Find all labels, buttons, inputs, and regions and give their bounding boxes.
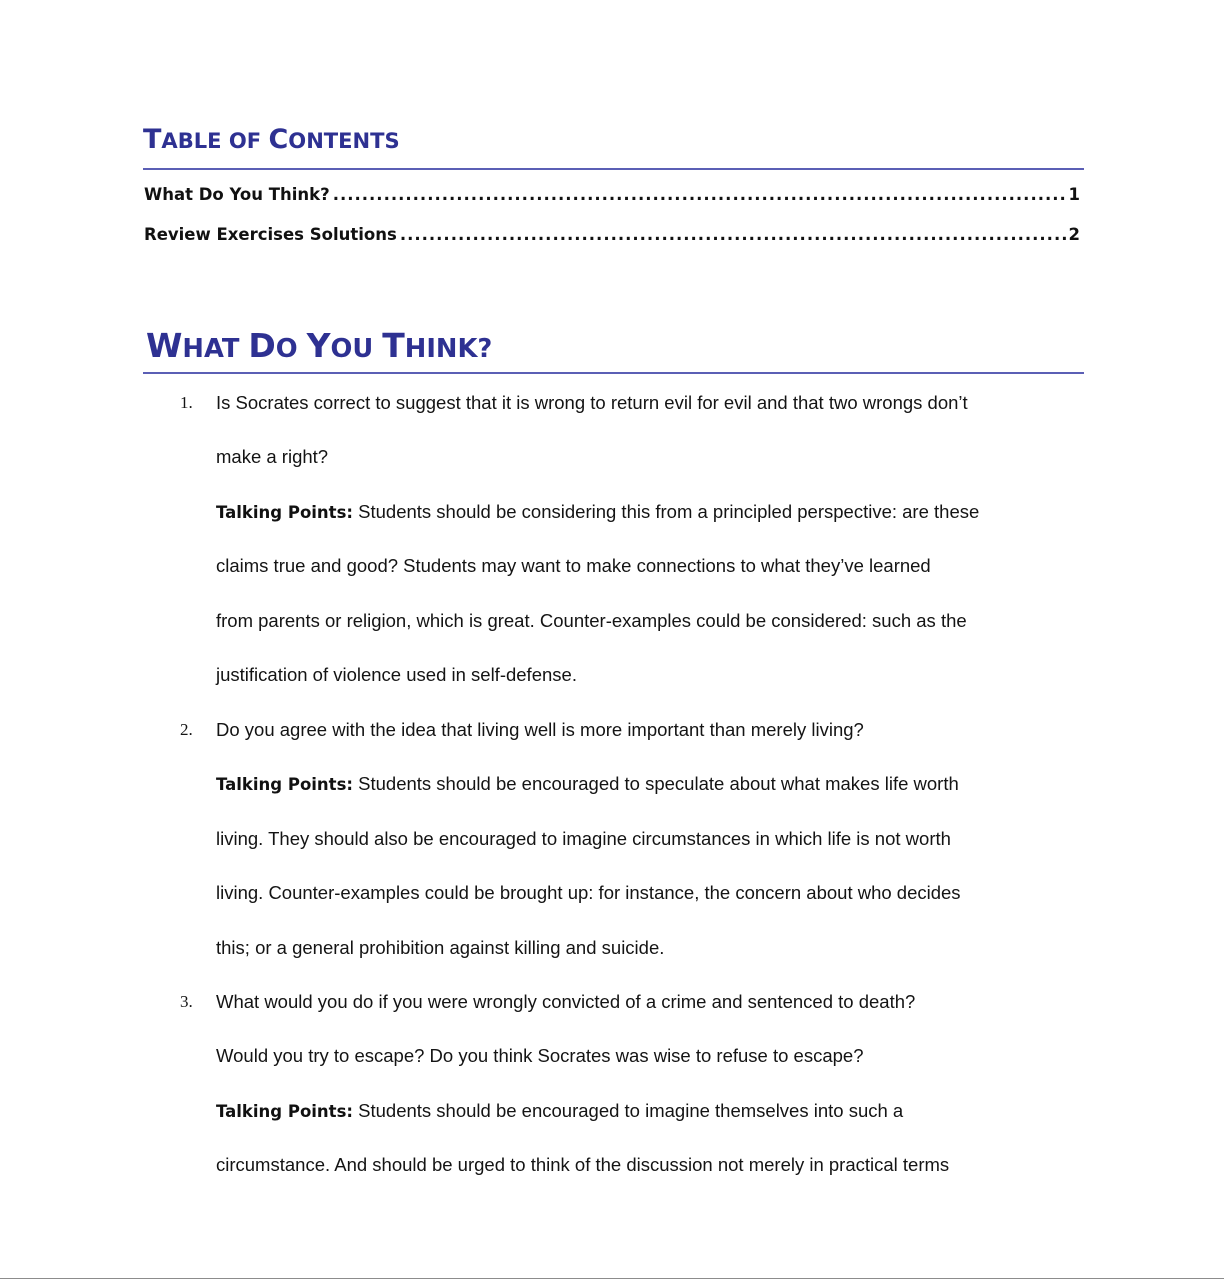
toc-heading-initial: T [143, 124, 162, 155]
toc-entry-label: What Do You Think? [144, 185, 330, 204]
section-heading [146, 326, 492, 365]
toc-entry-what-do-you-think[interactable] [144, 185, 1080, 204]
talking-points-label: Talking Points: [216, 1102, 353, 1121]
talking-points-text: justification of violence used in self-defense. [216, 664, 577, 685]
toc-heading-initial: C [268, 124, 289, 155]
section-heading-part: HINK? [404, 334, 493, 364]
page-bottom-edge [0, 1278, 1224, 1279]
question-text: Do you agree with the idea that living well is more important than merely living? [216, 719, 864, 740]
question-text: Would you try to escape? Do you think Socrates was wise to refuse to escape? [216, 1045, 864, 1066]
talking-points-line [216, 772, 1084, 797]
section-heading-part: O [275, 334, 307, 364]
section-heading-part: Y [306, 326, 331, 365]
talking-points-text: from parents or religion, which is great. Counter-examples could be considered: such as the [216, 610, 967, 631]
question-text: Is Socrates correct to suggest that it is wrong to return evil for evil and that two wrongs don’t [216, 392, 968, 413]
talking-points-text: Students should be encouraged to imagine themselves into such a [353, 1100, 904, 1121]
list-number: 1. [180, 393, 193, 412]
toc-entry-page-number: 2 [1068, 225, 1080, 244]
toc-heading [143, 124, 400, 155]
toc-entry-review-exercises-solutions[interactable] [144, 225, 1080, 244]
section-divider [143, 372, 1084, 374]
section-heading-part: W [146, 326, 183, 365]
toc-entry-label: Review Exercises Solutions [144, 225, 397, 244]
section-heading-part: HAT [182, 334, 249, 364]
toc-heading-part: ABLE OF [161, 128, 269, 153]
talking-points-text: living. Counter-examples could be brought up: for instance, the concern about who decides [216, 882, 961, 903]
section-heading-part: D [248, 326, 276, 365]
section-heading-part: OU [330, 334, 383, 364]
section-heading-part: T [382, 326, 405, 365]
talking-points-line [216, 500, 1084, 525]
toc-dot-leader [333, 185, 1066, 204]
list-number: 3. [180, 992, 193, 1011]
question-text: make a right? [216, 446, 329, 467]
toc-dot-leader [400, 225, 1066, 244]
talking-points-text: Students should be considering this from a principled perspective: are these [353, 501, 980, 522]
list-number: 2. [180, 720, 193, 739]
talking-points-line [216, 1099, 1084, 1124]
talking-points-text: claims true and good? Students may want to make connections to what they’ve learned [216, 555, 931, 576]
talking-points-text: living. They should also be encouraged to imagine circumstances in which life is not worth [216, 828, 951, 849]
toc-heading-part: ONTENTS [288, 128, 400, 153]
talking-points-text: circumstance. And should be urged to think of the discussion not merely in practical terms [216, 1154, 950, 1175]
talking-points-text: Students should be encouraged to speculate about what makes life worth [353, 773, 959, 794]
talking-points-label: Talking Points: [216, 775, 353, 794]
question-text: What would you do if you were wrongly convicted of a crime and sentenced to death? [216, 991, 916, 1012]
talking-points-text: this; or a general prohibition against killing and suicide. [216, 937, 665, 958]
toc-divider [143, 168, 1084, 170]
toc-entry-page-number: 1 [1068, 185, 1080, 204]
talking-points-label: Talking Points: [216, 503, 353, 522]
